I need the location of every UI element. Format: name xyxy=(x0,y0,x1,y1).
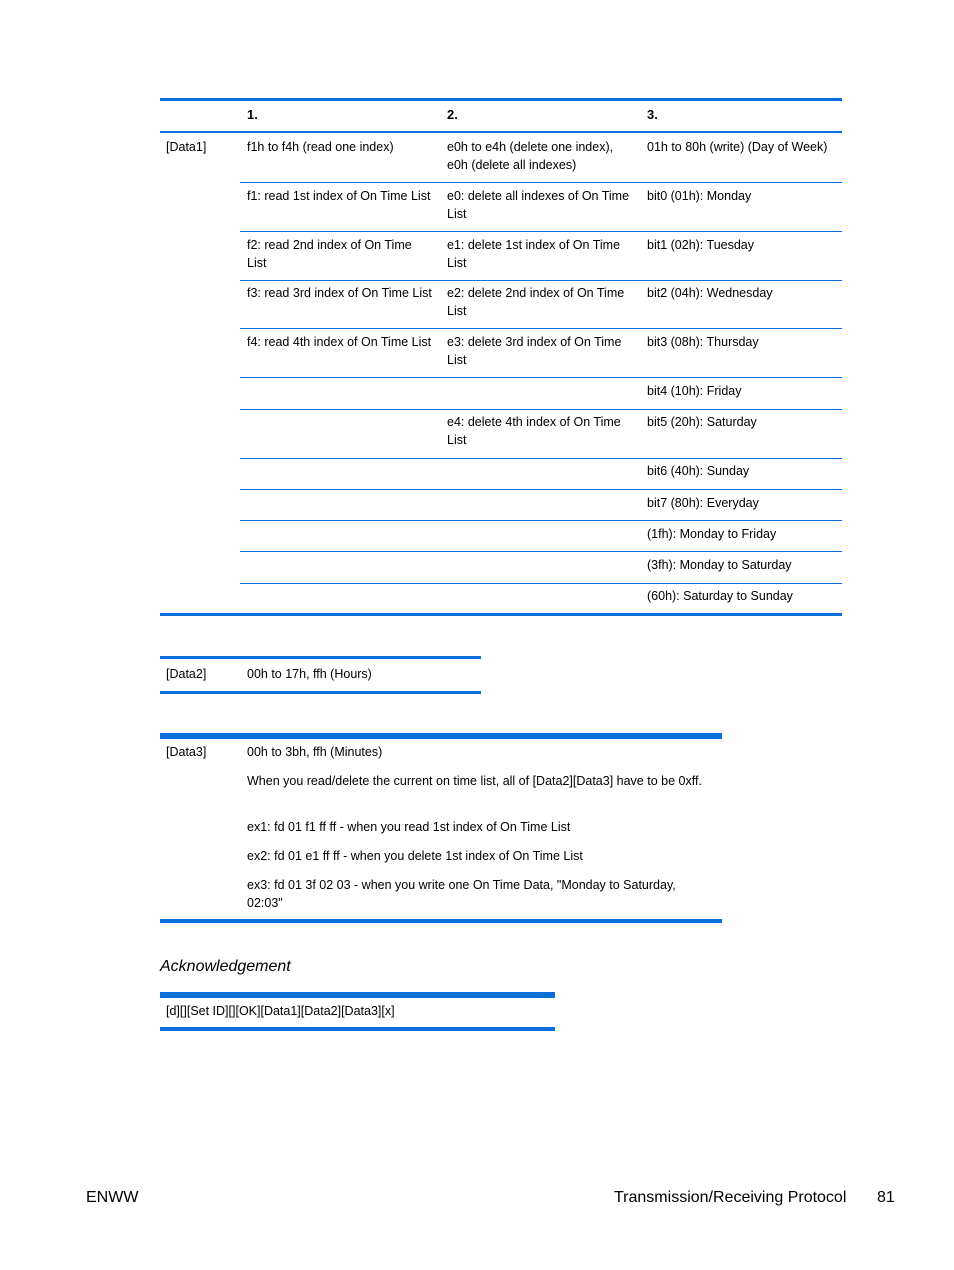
cell-r0-c3: 01h to 80h (write) (Day of Week) xyxy=(647,140,828,154)
acknowledgement-code: [d][][Set ID][][OK][Data1][Data2][Data3][x] xyxy=(166,1004,395,1018)
col-header-1: 1. xyxy=(247,107,258,122)
row-divider xyxy=(240,182,842,183)
cell-r3-c3: bit2 (04h): Wednesday xyxy=(647,286,773,300)
row-divider xyxy=(240,409,842,410)
table-top-rule xyxy=(160,992,555,998)
cell-r5-c3: bit4 (10h): Friday xyxy=(647,384,742,398)
data3-line-3: ex1: fd 01 f1 ff ff - when you read 1st index of On Time List xyxy=(247,820,571,834)
row-divider xyxy=(240,377,842,378)
cell-r10-c3: (3fh): Monday to Saturday xyxy=(647,558,792,572)
col-header-2: 2. xyxy=(447,107,458,122)
table-bottom-rule xyxy=(160,691,481,694)
col-header-3: 3. xyxy=(647,107,658,122)
cell-r1-c3: bit0 (01h): Monday xyxy=(647,189,752,203)
row-divider xyxy=(240,231,842,232)
cell-r6-c2: e4: delete 4th index of On Time List xyxy=(447,415,621,447)
data3-line-2: When you read/delete the current on time list, all of [Data2][Data3] have to be 0xff. xyxy=(247,774,702,788)
footer-left: ENWW xyxy=(86,1189,139,1206)
data2-value: 00h to 17h, ffh (Hours) xyxy=(247,667,372,681)
cell-r4-c2: e3: delete 3rd index of On Time List xyxy=(447,335,622,367)
header-rule xyxy=(160,131,842,133)
cell-r1-c2: e0: delete all indexes of On Time List xyxy=(447,189,630,221)
table-top-rule xyxy=(160,733,722,739)
table-bottom-rule xyxy=(160,1027,555,1031)
table-bottom-rule xyxy=(160,613,842,616)
cell-r3-c1: f3: read 3rd index of On Time List xyxy=(247,286,432,300)
data3-line-5: ex3: fd 01 3f 02 03 - when you write one On Time Data, "Monday to Saturday, 02:03" xyxy=(247,878,676,910)
cell-r2-c3: bit1 (02h): Tuesday xyxy=(647,238,755,252)
table-top-rule xyxy=(160,98,842,101)
footer-section-title: Transmission/Receiving Protocol xyxy=(614,1189,847,1206)
cell-r2-c1: f2: read 2nd index of On Time List xyxy=(247,238,412,270)
row-label-data3: [Data3] xyxy=(166,745,207,759)
cell-r2-c2: e1: delete 1st index of On Time List xyxy=(447,238,621,270)
row-label-data1: [Data1] xyxy=(166,140,207,154)
data3-line-1: 00h to 3bh, ffh (Minutes) xyxy=(247,745,383,759)
cell-r9-c3: (1fh): Monday to Friday xyxy=(647,527,777,541)
row-divider xyxy=(240,280,842,281)
table-top-rule xyxy=(160,656,481,659)
cell-r3-c2: e2: delete 2nd index of On Time List xyxy=(447,286,625,318)
cell-r1-c1: f1: read 1st index of On Time List xyxy=(247,189,431,203)
cell-r4-c3: bit3 (08h): Thursday xyxy=(647,335,759,349)
cell-r0-c1: f1h to f4h (read one index) xyxy=(247,140,394,154)
row-divider xyxy=(240,583,842,584)
table-bottom-rule xyxy=(160,919,722,923)
cell-r8-c3: bit7 (80h): Everyday xyxy=(647,496,759,510)
acknowledgement-heading: Acknowledgement xyxy=(160,958,291,975)
cell-r0-c2: e0h to e4h (delete one index), e0h (delete all indexes) xyxy=(447,140,614,172)
row-divider xyxy=(240,551,842,552)
row-divider xyxy=(240,520,842,521)
row-divider xyxy=(240,489,842,490)
row-divider xyxy=(240,458,842,459)
cell-r11-c3: (60h): Saturday to Sunday xyxy=(647,589,793,603)
page-number: 81 xyxy=(877,1189,895,1206)
row-label-data2: [Data2] xyxy=(166,667,207,681)
cell-r6-c3: bit5 (20h): Saturday xyxy=(647,415,757,429)
cell-r4-c1: f4: read 4th index of On Time List xyxy=(247,335,432,349)
cell-r7-c3: bit6 (40h): Sunday xyxy=(647,464,750,478)
row-divider xyxy=(240,328,842,329)
data3-line-4: ex2: fd 01 e1 ff ff - when you delete 1st index of On Time List xyxy=(247,849,583,863)
